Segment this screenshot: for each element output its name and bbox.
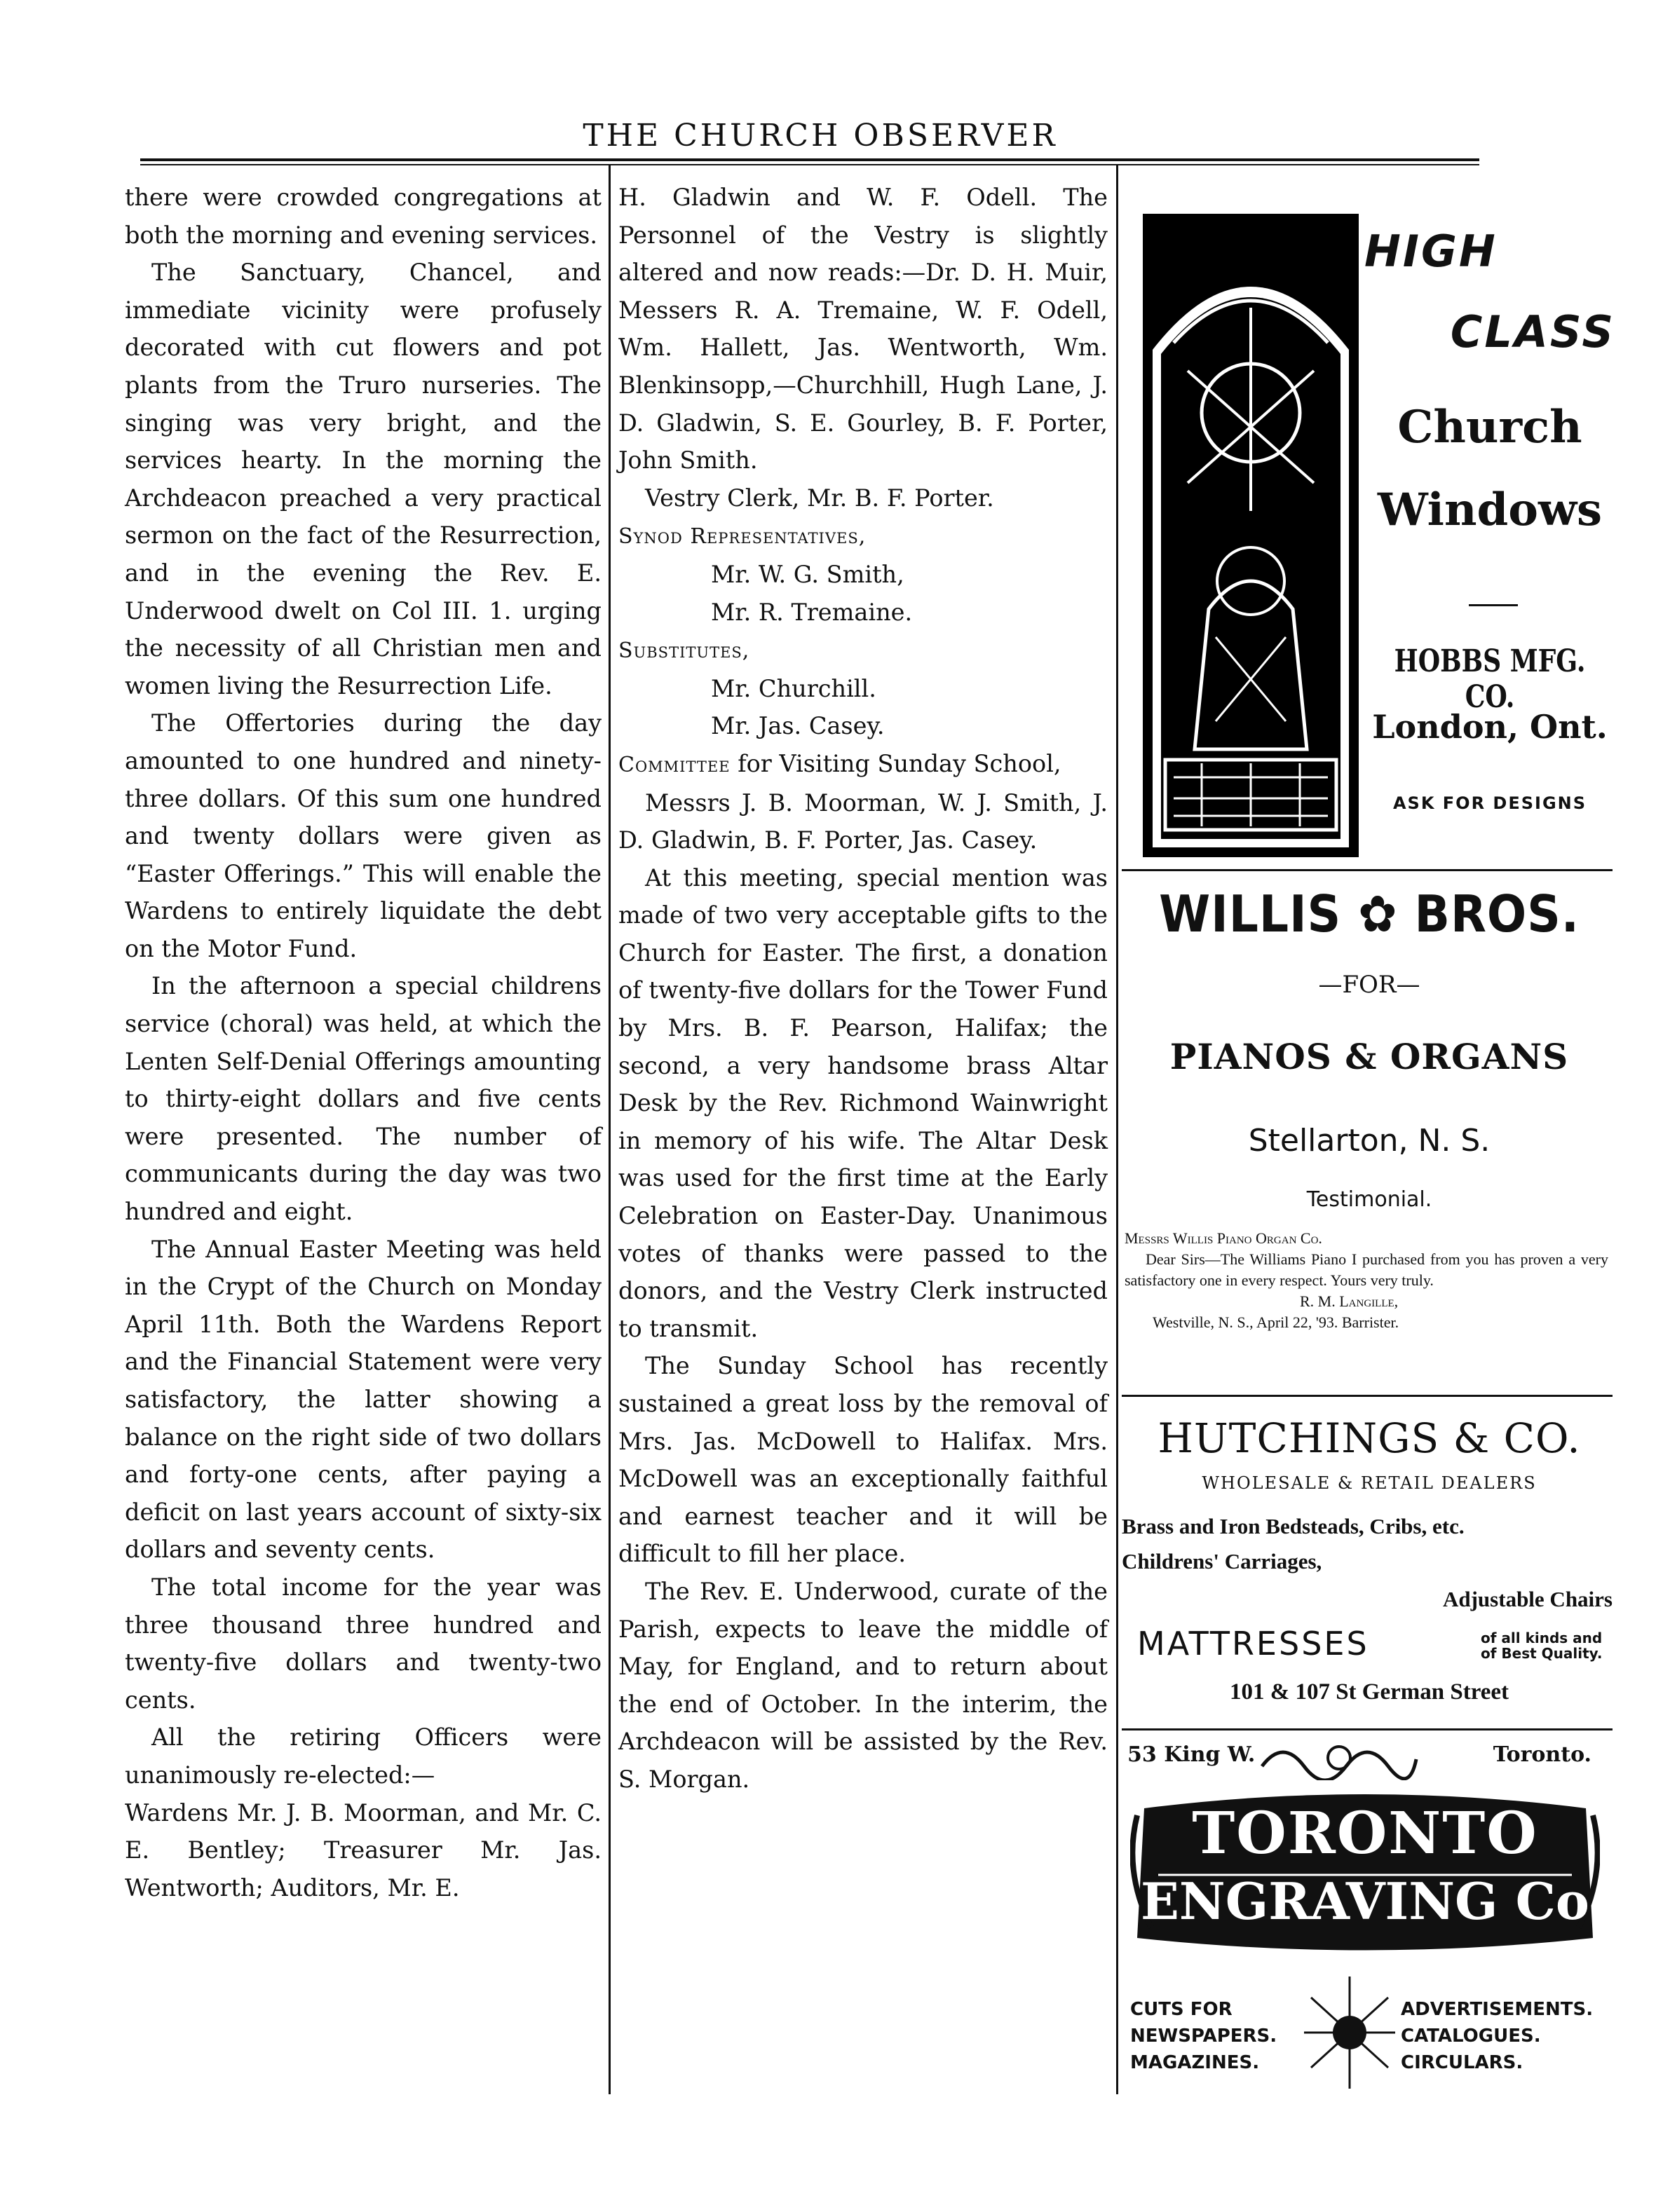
ornament-icon	[1255, 1738, 1423, 1780]
committee-heading: Committee	[618, 752, 731, 777]
substitutes-heading: Substitutes,	[618, 639, 750, 664]
hutchings-line-3: Adjustable Chairs	[1442, 1587, 1613, 1611]
paragraph: Vestry Clerk, Mr. B. F. Porter.	[645, 484, 994, 512]
article-column-2	[618, 179, 1108, 1798]
name-line: Mr. W. G. Smith,	[711, 560, 904, 588]
paragraph: At this meeting, special mention was made of two very acceptable gifts to the Church for Easter. The first, a donation of twenty-five dollars for the Tower Fund by Mrs. B. F. Pearson, Halifax; the second, a very handsome brass Altar Desk by the Rev. Richmond Wainwright in memory of his wife. The Altar Desk was used for the first time at the Early Celebration on Easter-Day. Unanimous votes of thanks were passed to the donors, and the Vestry Clerk instructed to transmit.	[618, 863, 1108, 1342]
hutchings-name: HUTCHINGS & CO.	[1158, 1414, 1581, 1462]
synod-heading: Synod Representatives,	[618, 524, 867, 549]
paragraph: The Sanctuary, Chancel, and immediate vicinity were profusely decorated with cut flowers and pot plants from the Truro nurseries. The singing was very bright, and the services hearty. In the morning the Archdeacon preached a very practical sermon on the fact of the Resurrection, and in the evening the Rev. E. Underwood dwelt on Col III. 1. urging the necessity of all Christian men and women living the Resurrection Life.	[125, 259, 602, 699]
column-divider-2	[1116, 165, 1118, 2094]
toronto-addr-left: 53 King W.	[1127, 1742, 1256, 1767]
name-line: Mr. Jas. Casey.	[711, 712, 885, 740]
masthead-rule-thin	[140, 164, 1479, 165]
willis-product: PIANOS & ORGANS	[1169, 1036, 1569, 1077]
paragraph: there were crowded congregations at both the morning and evening services.	[125, 184, 602, 249]
toronto-name-2: ENGRAVING Co	[1141, 1871, 1589, 1931]
ad-city: London, Ont.	[1372, 708, 1608, 746]
column-divider-1	[609, 165, 611, 2094]
paragraph: H. Gladwin and W. F. Odell. The Personnel of the Vestry is slightly altered and now reads:—Dr. D. H. Muir, Messers R. A. Tremaine, W. F. Odell, Wm. Hallett, Jas. Wentworth, Wm. Blenkinsopp,—Churchhill, Hugh Lane, J. D. Gladwin, S. E. Gourley, B. F. Porter, John Smith.	[618, 184, 1108, 475]
paragraph: The Sunday School has recently sustained a great loss by the removal of Mrs. Jas. McDowell to Halifax. Mrs. McDowell was an exceptionally faithful and earnest teacher and it will be difficult to fill her place.	[618, 1352, 1108, 1568]
mattresses-note: of all kinds and of Best Quality.	[1481, 1630, 1603, 1662]
ad-divider	[1122, 1395, 1613, 1397]
window-art	[1146, 217, 1356, 854]
hutchings-address: 101 & 107 St German Street	[1229, 1679, 1509, 1705]
hutchings-line-1: Brass and Iron Bedsteads, Cribs, etc.	[1122, 1514, 1465, 1538]
masthead: THE CHURCH OBSERVER	[583, 118, 1058, 153]
name-line: Mr. R. Tremaine.	[711, 598, 913, 626]
ask-for-designs: ASK FOR DESIGNS	[1392, 793, 1587, 813]
section-heading	[618, 631, 1108, 670]
ad-class: CLASS	[1450, 306, 1615, 357]
testimonial-heading: Testimonial.	[1306, 1187, 1432, 1212]
ad-windows: Windows	[1377, 484, 1603, 536]
hutchings-line-2: Childrens' Carriages,	[1122, 1549, 1322, 1573]
toronto-left-list: CUTS FOR NEWSPAPERS. MAGAZINES.	[1130, 1999, 1277, 2073]
paragraph: The Offertories during the day amounted to one hundred and ninety-three dollars. Of this sum one hundred and twenty dollars were given as “Easter Offerings.” This will enable the Wardens to entirely liquidate the debt on the Motor Fund.	[125, 709, 602, 962]
paragraph: Wardens Mr. J. B. Moorman, and Mr. C. E. Bentley; Treasurer Mr. Jas. Wentworth; Auditors, Mr. E.	[125, 1798, 602, 1902]
ad-dash	[1469, 604, 1518, 606]
ad-church: Church	[1397, 401, 1582, 453]
sunburst-ornament-icon	[1297, 1969, 1402, 2096]
committee-line: Committee for Visiting Sunday School,	[618, 749, 1061, 777]
ad-high: HIGH	[1364, 226, 1498, 277]
ad-divider	[1122, 1728, 1613, 1730]
paragraph: All the retiring Officers were unanimously re-elected:—	[125, 1723, 602, 1789]
toronto-addr-right: Toronto.	[1493, 1742, 1591, 1767]
willis-for: —FOR—	[1318, 971, 1420, 999]
hutchings-sub: WHOLESALE & RETAIL DEALERS	[1202, 1473, 1537, 1493]
stained-glass-window-illustration	[1143, 214, 1359, 857]
masthead-rule	[140, 158, 1479, 161]
paragraph: The Rev. E. Underwood, curate of the Parish, expects to leave the middle of May, for England, and to return about the end of October. In the interim, the Archdeacon will be assisted by the Rev. S. Morgan.	[618, 1577, 1108, 1793]
paragraph: The total income for the year was three thousand three hundred and twenty-five dollars and twenty-two cents.	[125, 1573, 602, 1714]
ad-company: HOBBS MFG. CO.	[1394, 643, 1586, 715]
name-line: Mr. Churchill.	[711, 674, 876, 702]
toronto-right-list: ADVERTISEMENTS. CATALOGUES. CIRCULARS.	[1401, 1999, 1594, 2073]
willis-place: Stellarton, N. S.	[1248, 1123, 1491, 1159]
article-column-1	[125, 179, 602, 1906]
willis-name: WILLIS ✿ BROS.	[1159, 885, 1580, 943]
paragraph: In the afternoon a special childrens service (choral) was held, at which the Lenten Self-Denial Offerings amounting to thirty-eight dollars and five cents were presented. The number of communicants during the day was two hundred and eight.	[125, 972, 602, 1226]
testimonial-body: Messrs Willis Piano Organ Co. Dear Sirs—The Williams Piano I purchased from you has proven a very satisfactory one in every respect. Yours very truly. R. M. Langille, Westville, N. S., April 22, '93. Barrister.	[1125, 1229, 1608, 1331]
toronto-name-1: TORONTO	[1192, 1800, 1538, 1867]
ad-divider	[1122, 869, 1613, 871]
section-heading	[618, 517, 1108, 556]
paragraph: The Annual Easter Meeting was held in the Crypt of the Church on Monday April 11th. Both the Wardens Report and the Financial Statement were very satisfactory, the latter showing a balance on the right side of two dollars and forty-one cents, after paying a deficit on last years account of sixty-six dollars and seventy cents.	[125, 1235, 602, 1564]
paragraph: Messrs J. B. Moorman, W. J. Smith, J. D. Gladwin, B. F. Porter, Jas. Casey.	[618, 788, 1108, 854]
mattresses: MATTRESSES	[1137, 1625, 1369, 1663]
